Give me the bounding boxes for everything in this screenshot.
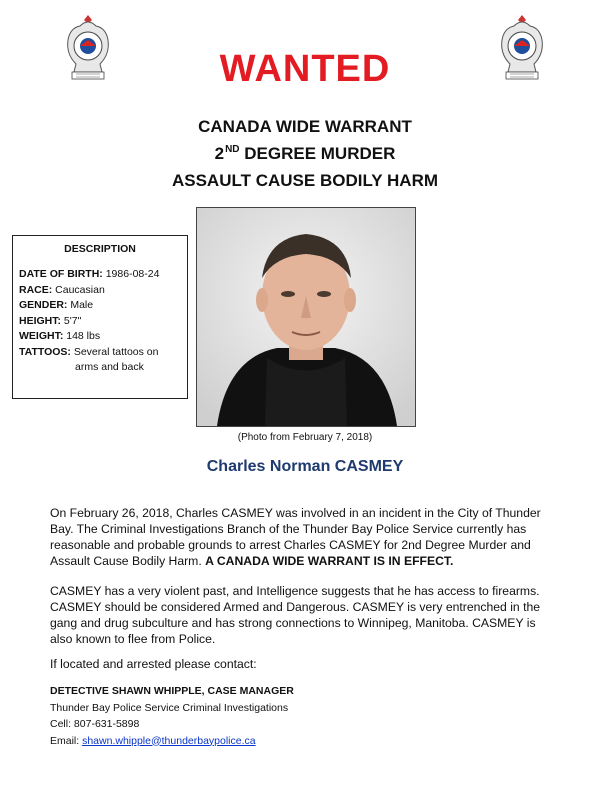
contact-block: [50, 683, 294, 749]
description-row-gender: GENDER: Male: [19, 299, 94, 311]
description-row-dob: DATE OF BIRTH: 1986-08-24: [19, 268, 160, 280]
description-title: DESCRIPTION: [64, 243, 136, 255]
description-row-tattoos: TATTOOS: Several tattoos on: [19, 345, 159, 358]
description-row-weight: WEIGHT: 148 lbs: [19, 330, 101, 342]
suspect-photo-image: [197, 208, 415, 426]
contact-cell: Cell: 807-631-5898: [50, 718, 140, 730]
description-row-height: HEIGHT: 5'7": [19, 314, 82, 327]
subject-name: Charles Norman CASMEY: [206, 458, 404, 475]
charge-line-murder: 2ND DEGREE MURDER: [214, 144, 396, 163]
email-link[interactable]: shawn.whipple@thunderbaypolice.ca: [82, 734, 256, 747]
paragraph-danger: CASMEY has a very violent past, and Intelligence suggests that he has access to firearms. CASMEY should be considered Armed and Dangerous. CASMEY is very entrenched in the gang and drug subculture and has strong connections to Winnipeg, Manitoba. CASMEY is also known to flee from Police.: [50, 584, 541, 646]
description-box: [12, 235, 188, 399]
wanted-title: WANTED: [219, 48, 391, 90]
paragraph-incident: On February 26, 2018, Charles CASMEY was involved in an incident in the City of Thunder Bay. The Criminal Investigations Branch of the Thunder Bay Police Service currently has reasonable and probable grounds to arrest Charles CASMEY for 2nd Degree Murder and Assault Cause Bodily Harm. A CANADA WIDE WARRANT IS IN EFFECT.: [50, 506, 541, 568]
charge-line-assault: ASSAULT CAUSE BODILY HARM: [171, 171, 439, 190]
photo-caption: (Photo from February 7, 2018): [237, 432, 373, 443]
warrant-line: CANADA WIDE WARRANT: [198, 117, 412, 136]
description-row-race: RACE: Caucasian: [19, 283, 105, 296]
suspect-photo: [196, 207, 416, 427]
contact-org: Thunder Bay Police Service Criminal Investigations: [50, 701, 289, 714]
contact-email-line: Email: shawn.whipple@thunderbaypolice.ca: [50, 734, 256, 747]
paragraph-contact-intro: If located and arrested please contact:: [50, 657, 257, 671]
description-row-tattoos-cont: arms and back: [75, 361, 144, 373]
case-manager: DETECTIVE SHAWN WHIPPLE, CASE MANAGER: [50, 685, 294, 697]
